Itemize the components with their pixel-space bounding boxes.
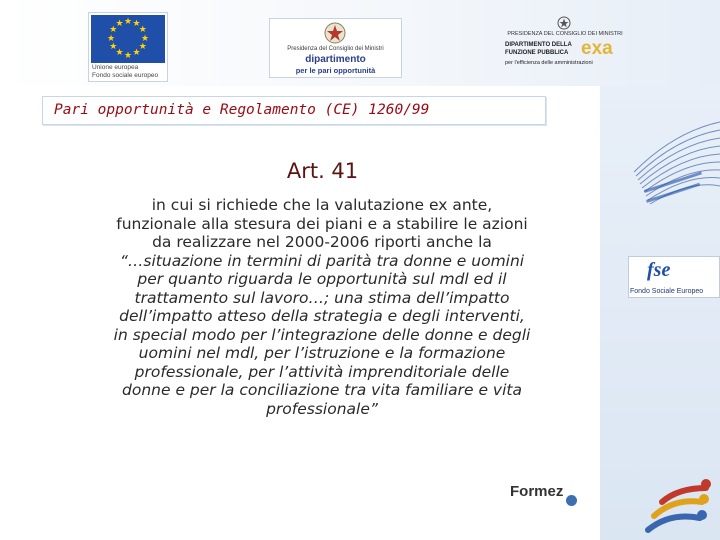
fp-logo-line2: DIPARTIMENTO DELLA FUNZIONE PUBBLICA (505, 42, 572, 56)
eu-logo-caption: Unione europea Fondo sociale europeo (92, 64, 159, 79)
pcm-logo-line1: Presidenza del Consiglio dei Ministri (287, 46, 384, 52)
article-heading: Art. 41 (286, 159, 359, 183)
fse-logo (628, 256, 720, 298)
eu-star-icon: ★ (109, 25, 118, 35)
pcm-logo-line3: per le pari opportunità (295, 66, 376, 75)
formez-dot-icon (566, 495, 577, 506)
fp-logo-line4: per l'efficienza delle amministrazioni (505, 60, 593, 66)
eu-star-icon: ★ (107, 33, 116, 44)
eu-flag-icon (91, 15, 165, 63)
eu-star-icon: ★ (132, 48, 141, 59)
runners-logo-icon (640, 472, 720, 540)
body-quote-text: “…situazione in termini di parità tra donne e uomini per quanto riguarda le opportunità sul mdl ed il trattamento sul lavoro…; una stima dell’impatto dell’impatto atteso della strategia e degli interventi, in special modo per l’integrazione delle donne e degli uomini nel mdl, per l’istruzione e la formazione professionale, per l’attività imprenditoriale delle donne e per la conciliazione tra vita familiare e vita professionale” (113, 251, 531, 418)
eu-star-icon: ★ (138, 25, 147, 35)
eu-logo (88, 12, 168, 82)
eu-star-icon: ★ (109, 42, 118, 52)
pcm-logo-line2: dipartimento (305, 54, 366, 65)
fse-caption: Fondo Sociale Europeo (630, 288, 704, 295)
eu-star-icon: ★ (138, 42, 147, 52)
fp-logo-line1: PRESIDENZA DEL CONSIGLIO DEI MINISTRI (507, 31, 623, 37)
italian-republic-emblem-icon (323, 21, 347, 45)
pari-opportunita-logo (269, 18, 402, 78)
fse-mark-icon: fse (647, 259, 671, 281)
eu-star-icon: ★ (132, 18, 141, 29)
eu-star-icon: ★ (141, 33, 150, 44)
slide-title: Pari opportunità e Regolamento (CE) 1260/99 (54, 102, 430, 118)
exa-mark: exa (581, 38, 613, 59)
funzione-pubblica-logo (503, 16, 627, 72)
body-plain-text: in cui si richiede che la valutazione ex ante, funzionale alla stesura dei piani e a stabilire le azioni da realizzare nel 2000-2006 riporti anche la (116, 196, 528, 251)
eu-star-icon: ★ (124, 16, 133, 27)
formez-logo: Formez (510, 483, 564, 500)
eu-star-icon: ★ (115, 48, 124, 59)
eu-star-icon: ★ (115, 18, 124, 29)
republic-star-icon (557, 16, 571, 30)
body-text (68, 196, 576, 418)
decorative-swirl-graphic (624, 112, 720, 222)
eu-star-icon: ★ (124, 50, 133, 61)
